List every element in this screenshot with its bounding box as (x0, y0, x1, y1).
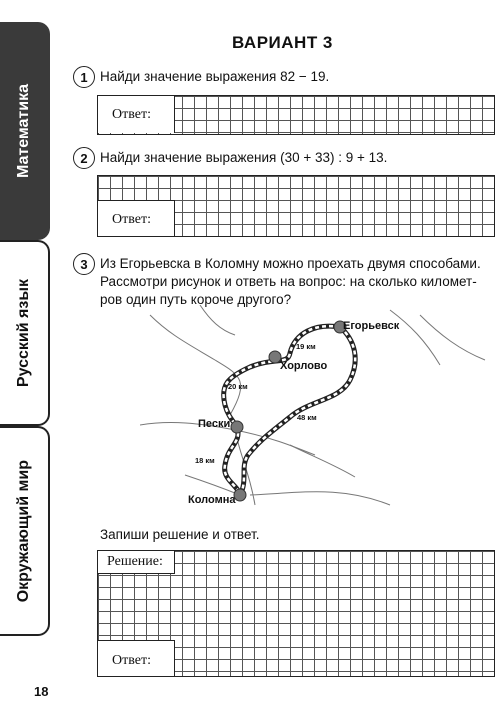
route-east-inner (240, 327, 355, 495)
route-map (140, 305, 495, 515)
page-number: 18 (34, 684, 49, 699)
tab-mathematics (0, 22, 50, 240)
tab-world-label: Окружающий мир (15, 459, 32, 603)
tab-russian (0, 240, 50, 426)
question-1-text: Найди значение выражения 82 − 19. (100, 69, 330, 84)
tab-mathematics-label: Математика (15, 83, 32, 179)
distance-label-20: 20 км (228, 382, 248, 391)
route-west-inner (224, 326, 340, 495)
question-3-number: 3 (73, 253, 95, 275)
town-label-kolomna: Коломна (188, 494, 236, 506)
river-line (420, 315, 485, 360)
route-west (224, 326, 340, 495)
question-1-number: 1 (73, 66, 95, 88)
question-3-solution-label: Решение: (107, 554, 163, 569)
question-2-answer-grid[interactable] (97, 175, 495, 237)
town-label-peski: Пески (198, 418, 231, 430)
distance-label-18: 18 км (195, 456, 215, 465)
question-3-solution-grid[interactable] (97, 550, 495, 677)
question-2-number: 2 (73, 147, 95, 169)
river-line (200, 305, 235, 335)
distance-label-19: 19 км (296, 342, 316, 351)
question-3-answer-label: Ответ: (112, 653, 151, 668)
river-line (150, 315, 241, 415)
question-3-instruction: Запиши решение и ответ. (100, 527, 260, 542)
town-marker-peski (231, 421, 243, 433)
town-label-egorievsk: Егорьевск (343, 320, 400, 332)
question-3-line-1: Из Егорьевска в Коломну можно проехать двумя способами. (100, 256, 481, 271)
question-3-line-2: Рассмотри рисунок и ответь на вопрос: на сколько километ- (100, 274, 477, 289)
river-line (390, 310, 440, 365)
river-line (250, 492, 390, 505)
question-2-text: Найди значение выражения (30 + 33) : 9 + 13. (100, 150, 388, 165)
question-1-answer-label: Ответ: (112, 107, 151, 122)
town-marker-kolomna (234, 489, 246, 501)
river-line (290, 445, 355, 477)
tab-russian-label: Русский язык (15, 278, 32, 388)
question-3-line-3: ров один путь короче другого? (100, 292, 292, 307)
page-title: ВАРИАНТ 3 (232, 33, 333, 52)
distance-label-48: 48 км (297, 413, 317, 422)
tab-world (0, 426, 50, 636)
town-label-khorlovo: Хорлово (280, 360, 328, 372)
question-1-answer-grid[interactable] (97, 95, 495, 135)
question-2-answer-label: Ответ: (112, 212, 151, 227)
